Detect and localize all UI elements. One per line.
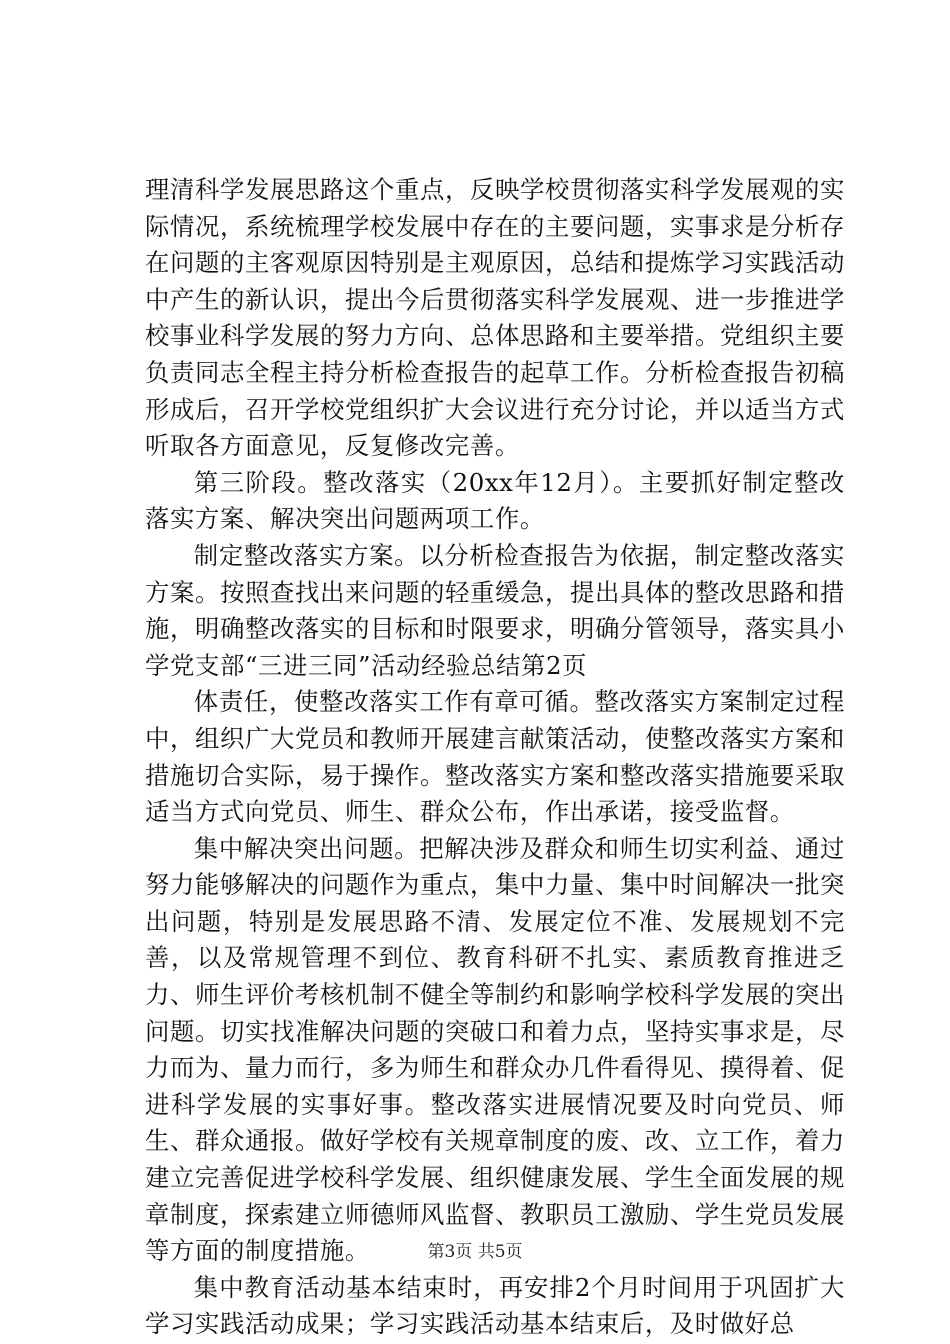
paragraph-1: 理清科学发展思路这个重点，反映学校贯彻落实科学发展观的实际情况，系统梳理学校发展中存在的主要问题，实事求是分析存在问题的主客观原因特别是主观原因，总结和提炼学习实践活动中产生的新认识，提出今后贯彻落实科学发展观、进一步推进学校事业科学发展的努力方向、总体思路和主要举措。党组织主要负责同志全程主持分析检查报告的起草工作。分析检查报告初稿形成后，召开学校党组织扩大会议进行充分讨论，并以适当方式听取各方面意见，反复修改完善。: [145, 175, 845, 461]
paragraph-6: 集中教育活动基本结束时，再安排2个月时间用于巩固扩大学习实践活动成果；学习实践活动基本结束后，及时做好总: [145, 1272, 845, 1339]
paragraph-4: 体责任，使整改落实工作有章可循。整改落实方案制定过程中，组织广大党员和教师开展建言献策活动，使整改落实方案和措施切合实际，易于操作。整改落实方案和整改落实措施要采取适当方式向党员、师生、群众公布，作出承诺，接受监督。: [145, 687, 845, 827]
page-footer: 第3页 共5页: [427, 1242, 523, 1262]
paragraph-3: 制定整改落实方案。以分析检查报告为依据，制定整改落实方案。按照查找出来问题的轻重缓急，提出具体的整改思路和措施，明确整改落实的目标和时限要求，明确分管领导，落实具小学党支部“三进三同”活动经验总结第2页: [145, 540, 845, 680]
paragraph-5: 集中解决突出问题。把解决涉及群众和师生切实利益、通过努力能够解决的问题作为重点，集中力量、集中时间解决一批突出问题，特别是发展思路不清、发展定位不准、发展规划不完善，以及常规管理不到位、教育科研不扎实、素质教育推进乏力、师生评价考核机制不健全等制约和影响学校科学发展的突出问题。切实找准解决问题的突破口和着力点，坚持实事求是，尽力而为、量力而行，多为师生和群众办几件看得见、摸得着、促进科学发展的实事好事。整改落实进展情况要及时向党员、师生、群众通报。做好学校有关规章制度的废、改、立工作，着力建立完善促进学校科学发展、组织健康发展、学生全面发展的规章制度，探索建立师德师风监督、教职员工激励、学生党员发展等方面的制度措施。: [145, 833, 845, 1266]
paragraph-2: 第三阶段。整改落实（20xx年12月）。主要抓好制定整改落实方案、解决突出问题两项工作。: [145, 467, 845, 534]
document-body: [145, 172, 845, 1343]
